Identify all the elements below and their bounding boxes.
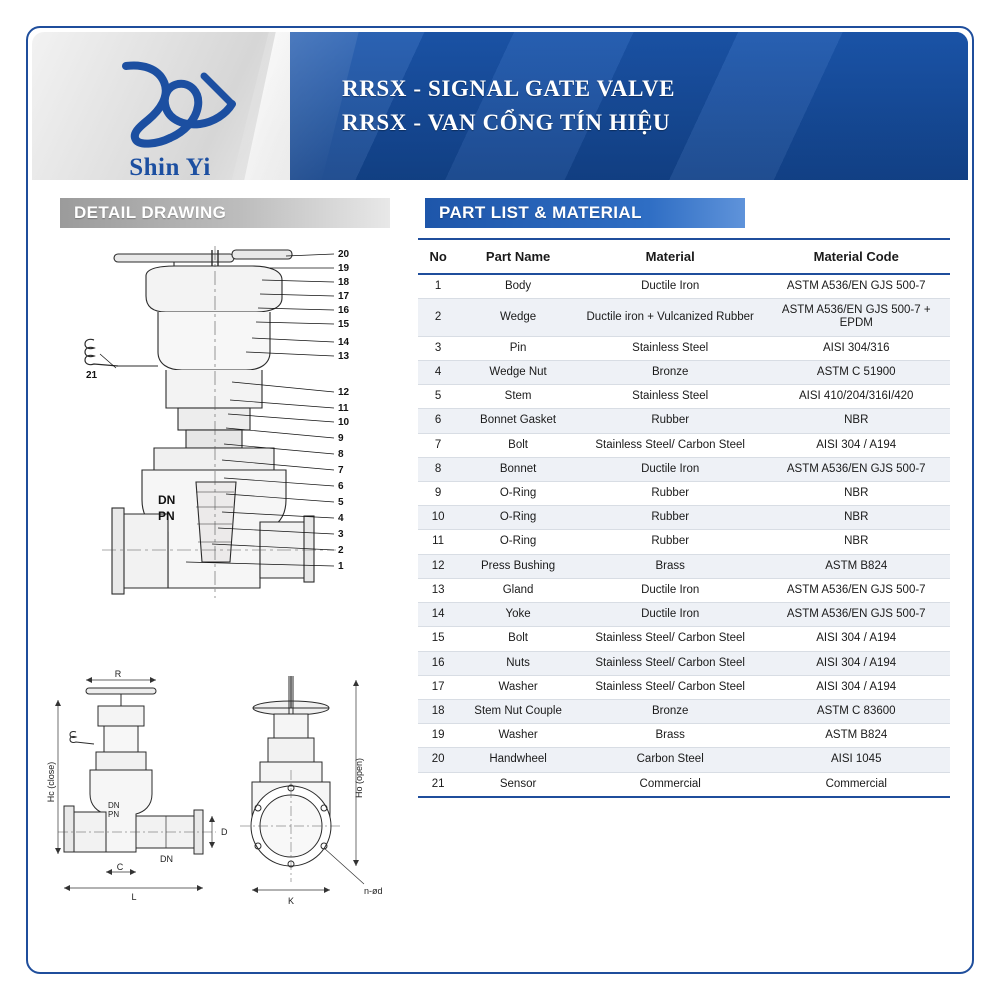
dim-k: K xyxy=(287,896,295,906)
cell-part-name: Wedge Nut xyxy=(458,360,578,384)
cell-material-code: AISI 304 / A194 xyxy=(762,675,950,699)
part-list-table-wrapper xyxy=(418,238,950,798)
cell-material-code: AISI 304 / A194 xyxy=(762,651,950,675)
cell-part-name: Washer xyxy=(458,675,578,699)
svg-text:14: 14 xyxy=(338,337,350,348)
cell-no: 12 xyxy=(418,554,458,578)
table-row xyxy=(418,360,950,384)
svg-text:4: 4 xyxy=(338,513,344,524)
cell-part-name: Yoke xyxy=(458,603,578,627)
svg-text:15: 15 xyxy=(338,319,350,330)
cell-part-name: Wedge xyxy=(458,299,578,336)
cell-no: 3 xyxy=(418,336,458,360)
cell-no: 8 xyxy=(418,457,458,481)
cell-part-name: Stem xyxy=(458,385,578,409)
column-header-material-code: Material Code xyxy=(762,239,950,274)
svg-text:7: 7 xyxy=(338,465,344,476)
svg-text:21: 21 xyxy=(86,370,98,381)
table-row xyxy=(418,433,950,457)
cell-material: Bronze xyxy=(578,360,763,384)
cell-part-name: Bonnet xyxy=(458,457,578,481)
table-row xyxy=(418,627,950,651)
cell-material: Commercial xyxy=(578,772,763,797)
cell-no: 2 xyxy=(418,299,458,336)
svg-text:1: 1 xyxy=(338,561,344,572)
cell-material-code: AISI 304/316 xyxy=(762,336,950,360)
cell-no: 16 xyxy=(418,651,458,675)
dim-ho: Ho (open) xyxy=(354,757,364,799)
cell-material: Stainless Steel/ Carbon Steel xyxy=(578,651,763,675)
cell-part-name: Press Bushing xyxy=(458,554,578,578)
cell-material: Stainless Steel/ Carbon Steel xyxy=(578,433,763,457)
cell-material: Bronze xyxy=(578,699,763,723)
cell-material: Brass xyxy=(578,724,763,748)
svg-text:17: 17 xyxy=(338,291,350,302)
cell-no: 10 xyxy=(418,506,458,530)
cell-no: 18 xyxy=(418,699,458,723)
cell-material-code: ASTM A536/EN GJS 500-7 xyxy=(762,274,950,299)
table-row xyxy=(418,724,950,748)
cell-material: Ductile Iron xyxy=(578,457,763,481)
column-header-part-name: Part Name xyxy=(458,239,578,274)
svg-text:9: 9 xyxy=(338,433,344,444)
table-row xyxy=(418,481,950,505)
cell-material-code: ASTM A536/EN GJS 500-7 + EPDM xyxy=(762,299,950,336)
cell-part-name: Pin xyxy=(458,336,578,360)
section-bar-part-list xyxy=(425,198,745,228)
table-row xyxy=(418,772,950,797)
logo-mark-icon xyxy=(112,58,242,154)
table-row xyxy=(418,578,950,602)
dim-l: L xyxy=(131,892,137,902)
dim-hc: Hc (close) xyxy=(46,761,56,803)
cell-material-code: NBR xyxy=(762,481,950,505)
svg-text:8: 8 xyxy=(338,449,344,460)
cell-no: 11 xyxy=(418,530,458,554)
dimension-drawings xyxy=(46,666,406,956)
body-label-dn: DN xyxy=(158,493,176,507)
section-title-part-list: PART LIST & MATERIAL xyxy=(439,203,642,222)
cell-part-name: Sensor xyxy=(458,772,578,797)
cell-material: Ductile Iron xyxy=(578,274,763,299)
section-title-detail-drawing: DETAIL DRAWING xyxy=(74,203,227,222)
body-label-pn: PN xyxy=(158,509,175,523)
svg-text:10: 10 xyxy=(338,417,350,428)
svg-text:18: 18 xyxy=(338,277,350,288)
cell-material-code: ASTM C 51900 xyxy=(762,360,950,384)
title-english: RRSX - SIGNAL GATE VALVE xyxy=(342,76,676,101)
cell-no: 20 xyxy=(418,748,458,772)
cell-part-name: Bolt xyxy=(458,627,578,651)
cell-material-code: ASTM B824 xyxy=(762,724,950,748)
table-row xyxy=(418,748,950,772)
cell-no: 15 xyxy=(418,627,458,651)
cell-material: Brass xyxy=(578,554,763,578)
cell-part-name: Body xyxy=(458,274,578,299)
table-row xyxy=(418,385,950,409)
cell-no: 1 xyxy=(418,274,458,299)
table-row xyxy=(418,457,950,481)
cell-part-name: Nuts xyxy=(458,651,578,675)
cell-material: Rubber xyxy=(578,530,763,554)
cell-material-code: ASTM A536/EN GJS 500-7 xyxy=(762,603,950,627)
cell-no: 9 xyxy=(418,481,458,505)
cell-material-code: ASTM A536/EN GJS 500-7 xyxy=(762,457,950,481)
cell-no: 14 xyxy=(418,603,458,627)
cell-no: 5 xyxy=(418,385,458,409)
dim-pn-body: PN xyxy=(108,810,120,819)
cell-part-name: Stem Nut Couple xyxy=(458,699,578,723)
cell-material: Ductile Iron xyxy=(578,603,763,627)
cell-material-code: ASTM B824 xyxy=(762,554,950,578)
cell-part-name: Gland xyxy=(458,578,578,602)
svg-text:2: 2 xyxy=(338,545,344,556)
column-header-material: Material xyxy=(578,239,763,274)
dim-d: D xyxy=(221,827,228,837)
cell-material: Rubber xyxy=(578,409,763,433)
cell-part-name: Handwheel xyxy=(458,748,578,772)
cell-part-name: Bolt xyxy=(458,433,578,457)
title-vietnamese: RRSX - VAN CỔNG TÍN HIỆU xyxy=(342,110,671,135)
cell-part-name: O-Ring xyxy=(458,530,578,554)
cell-material: Rubber xyxy=(578,481,763,505)
svg-text:6: 6 xyxy=(338,481,344,492)
table-row xyxy=(418,336,950,360)
table-row xyxy=(418,699,950,723)
cell-no: 6 xyxy=(418,409,458,433)
cell-part-name: O-Ring xyxy=(458,481,578,505)
document-header xyxy=(32,32,968,180)
technical-drawing-area xyxy=(46,232,406,932)
cell-no: 17 xyxy=(418,675,458,699)
header-title-panel xyxy=(290,32,968,180)
cell-material-code: NBR xyxy=(762,409,950,433)
dim-dn-bottom: DN xyxy=(160,854,173,864)
logo-wordmark: Shin Yi xyxy=(129,154,211,180)
cell-no: 21 xyxy=(418,772,458,797)
cell-material: Carbon Steel xyxy=(578,748,763,772)
cell-no: 19 xyxy=(418,724,458,748)
dim-dn-body: DN xyxy=(108,801,120,810)
table-row xyxy=(418,299,950,336)
table-row xyxy=(418,409,950,433)
cell-material-code: AISI 410/204/316I/420 xyxy=(762,385,950,409)
table-row xyxy=(418,651,950,675)
svg-text:16: 16 xyxy=(338,305,350,316)
dim-n-od: n-ød xyxy=(364,886,383,896)
header-titles xyxy=(342,72,675,140)
cell-material: Rubber xyxy=(578,506,763,530)
cell-material-code: AISI 304 / A194 xyxy=(762,627,950,651)
cell-material: Stainless Steel xyxy=(578,385,763,409)
cell-material: Stainless Steel/ Carbon Steel xyxy=(578,675,763,699)
cell-material-code: NBR xyxy=(762,506,950,530)
svg-text:3: 3 xyxy=(338,529,344,540)
svg-text:12: 12 xyxy=(338,387,350,398)
cell-material-code: AISI 304 / A194 xyxy=(762,433,950,457)
cell-part-name: Bonnet Gasket xyxy=(458,409,578,433)
table-row xyxy=(418,675,950,699)
cell-part-name: Washer xyxy=(458,724,578,748)
cell-material-code: NBR xyxy=(762,530,950,554)
cell-material-code: AISI 1045 xyxy=(762,748,950,772)
column-header-no: No xyxy=(418,239,458,274)
cell-material-code: Commercial xyxy=(762,772,950,797)
svg-text:11: 11 xyxy=(338,403,349,414)
svg-text:5: 5 xyxy=(338,497,344,508)
table-row xyxy=(418,554,950,578)
cell-material: Stainless Steel/ Carbon Steel xyxy=(578,627,763,651)
svg-text:19: 19 xyxy=(338,263,350,274)
cell-no: 13 xyxy=(418,578,458,602)
part-list-table xyxy=(418,238,950,798)
svg-text:13: 13 xyxy=(338,351,350,362)
cell-material: Stainless Steel xyxy=(578,336,763,360)
section-bar-detail-drawing xyxy=(60,198,390,228)
table-row xyxy=(418,530,950,554)
main-section-drawing xyxy=(46,232,406,652)
cell-material: Ductile iron + Vulcanized Rubber xyxy=(578,299,763,336)
table-header-row xyxy=(418,239,950,274)
svg-text:20: 20 xyxy=(338,249,350,260)
cell-material-code: ASTM C 83600 xyxy=(762,699,950,723)
cell-no: 4 xyxy=(418,360,458,384)
cell-material: Ductile Iron xyxy=(578,578,763,602)
cell-part-name: O-Ring xyxy=(458,506,578,530)
cell-material-code: ASTM A536/EN GJS 500-7 xyxy=(762,578,950,602)
cell-no: 7 xyxy=(418,433,458,457)
dim-c: C xyxy=(116,862,124,872)
table-row xyxy=(418,274,950,299)
company-logo xyxy=(90,58,250,178)
table-row xyxy=(418,506,950,530)
dim-r: R xyxy=(114,669,122,679)
table-row xyxy=(418,603,950,627)
